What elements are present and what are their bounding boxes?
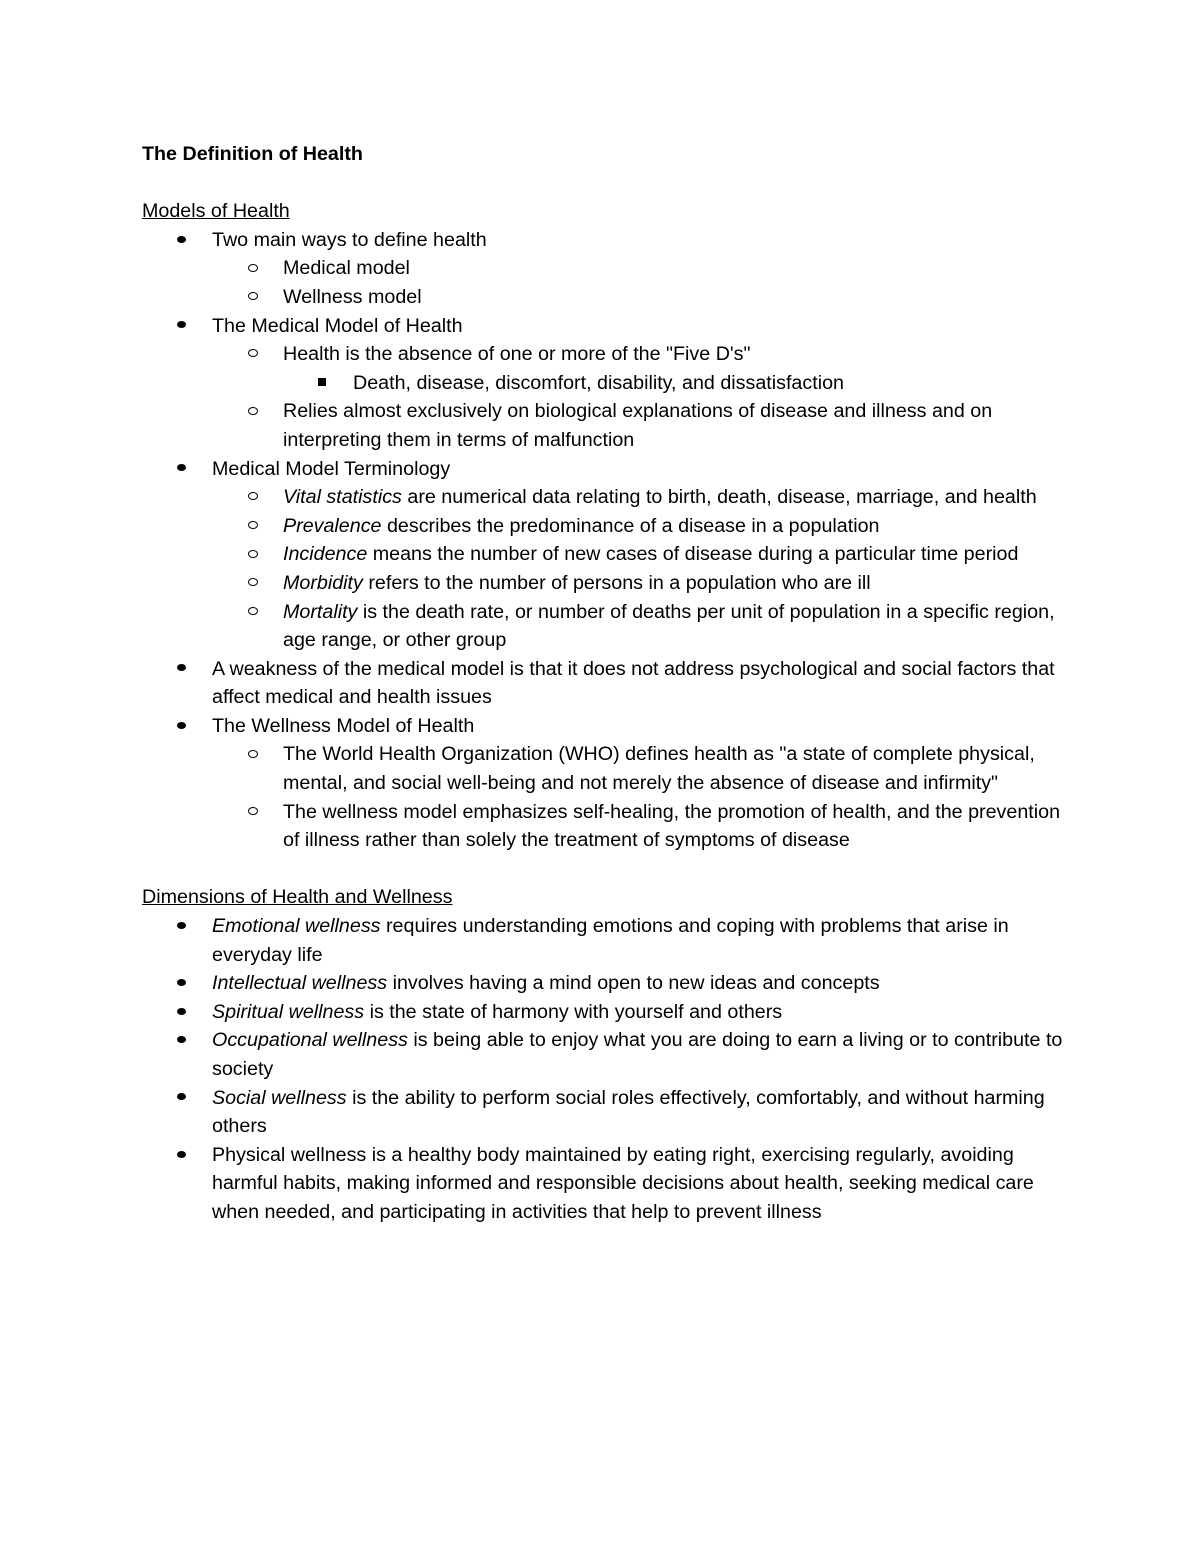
term: Mortality: [283, 600, 358, 623]
section-heading-models: Models of Health: [142, 200, 290, 223]
list-item-text: Death, disease, discomfort, disability, and dissatisfaction: [353, 371, 844, 394]
term: Vital statistics: [283, 486, 402, 509]
list-item: [142, 312, 1072, 341]
list-item: [142, 455, 1072, 484]
term: Morbidity: [283, 571, 363, 594]
list-item-text: Two main ways to define health: [212, 228, 487, 251]
term: Prevalence: [283, 514, 382, 537]
list-item: [142, 969, 1072, 998]
list-item: [142, 483, 1072, 512]
list-item: [142, 998, 1072, 1027]
definition: requires understanding emotions and coping with problems that arise in everyday life: [212, 915, 1009, 966]
list-item: [142, 369, 1072, 398]
definition: refers to the number of persons in a population who are ill: [362, 571, 871, 594]
list-item-text: Physical wellness is a healthy body maintained by eating right, exercising regularly, avoiding harmful habits, making informed and responsible decisions about health, seeking medical care when needed, and participating in activities that help to prevent illness: [212, 1143, 1034, 1223]
bullet-dot-icon: [177, 226, 186, 255]
definition: is the death rate, or number of deaths per unit of population in a specific region, age range, or other group: [283, 600, 1055, 652]
term: Occupational wellness: [212, 1029, 408, 1052]
document-page: [142, 140, 1072, 1227]
list-item-text: Medical Model Terminology: [212, 457, 451, 480]
bullet-circle-icon: [248, 483, 258, 512]
list-item: [142, 1084, 1072, 1141]
bullet-dot-icon: [177, 1026, 186, 1055]
list-item: [142, 598, 1072, 655]
document-title: The Definition of Health: [142, 143, 363, 165]
definition: is being able to enjoy what you are doing to earn a living or to contribute to society: [212, 1029, 1063, 1080]
bullet-circle-icon: [248, 397, 258, 426]
list-item: [142, 226, 1072, 255]
list-item: [142, 569, 1072, 598]
bullet-dot-icon: [177, 912, 186, 941]
list-item: [142, 340, 1072, 369]
list-item-text: The Medical Model of Health: [212, 314, 463, 337]
list-item: [142, 798, 1072, 855]
bullet-circle-icon: [248, 254, 258, 283]
bullet-dot-icon: [177, 312, 186, 341]
bullet-dot-icon: [177, 1084, 186, 1113]
definition: is the state of harmony with yourself and others: [364, 1000, 783, 1023]
bullet-dot-icon: [177, 1141, 186, 1170]
bullet-circle-icon: [248, 540, 258, 569]
definition: means the number of new cases of disease during a particular time period: [367, 543, 1019, 566]
term: Social wellness: [212, 1086, 347, 1109]
list-item-text: Wellness model: [283, 285, 422, 308]
definition: is the ability to perform social roles effectively, comfortably, and without harming others: [212, 1086, 1045, 1138]
bullet-dot-icon: [177, 455, 186, 484]
bullet-square-icon: [318, 369, 326, 398]
list-item: [142, 912, 1072, 969]
bullet-dot-icon: [177, 712, 186, 741]
list-item: [142, 397, 1072, 454]
term: Spiritual wellness: [212, 1000, 365, 1023]
list-item-text: Health is the absence of one or more of the "Five D's": [283, 343, 751, 366]
list-item: [142, 655, 1072, 712]
bullet-dot-icon: [177, 969, 186, 998]
list-item-text: The World Health Organization (WHO) defines health as "a state of complete physical, mental, and social well-being and not merely the absence of disease and infirmity": [283, 743, 1035, 795]
term: Emotional wellness: [212, 915, 381, 938]
list-item-text: A weakness of the medical model is that it does not address psychological and social factors that affect medical and health issues: [212, 657, 1055, 709]
bullet-circle-icon: [248, 340, 258, 369]
list-item: [142, 512, 1072, 541]
section-heading-dimensions: Dimensions of Health and Wellness: [142, 886, 453, 909]
list-item: [142, 740, 1072, 797]
bullet-circle-icon: [248, 283, 258, 312]
list-item: [142, 254, 1072, 283]
definition: involves having a mind open to new ideas and concepts: [387, 972, 880, 995]
bullet-circle-icon: [248, 740, 258, 769]
list-item: [142, 712, 1072, 741]
definition: describes the predominance of a disease in a population: [381, 514, 880, 537]
list-item-text: The wellness model emphasizes self-healing, the promotion of health, and the prevention of illness rather than solely the treatment of symptoms of disease: [283, 800, 1061, 852]
list-item-text: Relies almost exclusively on biological explanations of disease and illness and on interpreting them in terms of malfunction: [283, 400, 993, 451]
bullet-circle-icon: [248, 598, 258, 627]
spacer: [142, 855, 1072, 884]
list-item: [142, 1026, 1072, 1083]
term: Intellectual wellness: [212, 972, 388, 995]
list-item: [142, 283, 1072, 312]
list-item-text: The Wellness Model of Health: [212, 714, 475, 737]
bullet-circle-icon: [248, 569, 258, 598]
bullet-circle-icon: [248, 512, 258, 541]
spacer: [142, 169, 1072, 198]
list-item: [142, 1141, 1072, 1227]
list-item-text: Medical model: [283, 257, 410, 280]
bullet-dot-icon: [177, 998, 186, 1027]
definition: are numerical data relating to birth, death, disease, marriage, and health: [401, 486, 1037, 509]
list-item: [142, 540, 1072, 569]
term: Incidence: [283, 543, 368, 566]
bullet-dot-icon: [177, 655, 186, 684]
bullet-circle-icon: [248, 798, 258, 827]
